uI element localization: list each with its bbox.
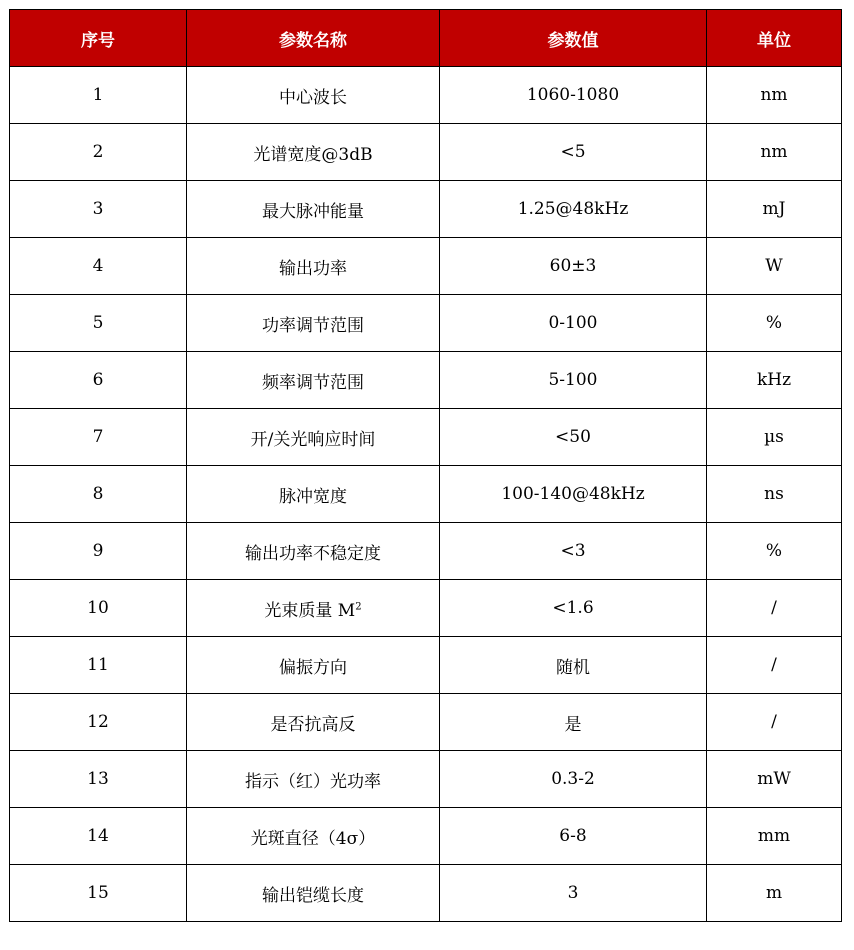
table-row: [10, 409, 842, 466]
header-param-value: 参数值: [440, 10, 707, 67]
table-row: [10, 580, 842, 637]
table-row: [10, 637, 842, 694]
cell-param-name: 功率调节范围: [187, 295, 440, 352]
cell-unit: %: [707, 523, 842, 580]
cell-param-value: 6-8: [440, 808, 707, 865]
param-name-text: 光束质量 M: [264, 600, 356, 621]
superscript-2: 2: [355, 600, 362, 612]
cell-param-name: 脉冲宽度: [187, 466, 440, 523]
cell-param-value: 0-100: [440, 295, 707, 352]
cell-unit: /: [707, 694, 842, 751]
cell-no: 14: [10, 808, 187, 865]
cell-param-value: <50: [440, 409, 707, 466]
cell-no: 13: [10, 751, 187, 808]
cell-param-value: 1060-1080: [440, 67, 707, 124]
cell-param-value: 5-100: [440, 352, 707, 409]
cell-param-name: 光斑直径（4σ）: [187, 808, 440, 865]
cell-unit: /: [707, 580, 842, 637]
cell-unit: nm: [707, 67, 842, 124]
cell-no: 9: [10, 523, 187, 580]
cell-unit: /: [707, 637, 842, 694]
cell-param-name: 指示（红）光功率: [187, 751, 440, 808]
cell-param-value: 1.25@48kHz: [440, 181, 707, 238]
cell-unit: mm: [707, 808, 842, 865]
table-row: [10, 808, 842, 865]
cell-no: 10: [10, 580, 187, 637]
table-row: [10, 523, 842, 580]
cell-param-value: 60±3: [440, 238, 707, 295]
cell-unit: mJ: [707, 181, 842, 238]
table-row: [10, 466, 842, 523]
table-row: [10, 694, 842, 751]
cell-no: 8: [10, 466, 187, 523]
cell-param-value: <5: [440, 124, 707, 181]
cell-param-name: 中心波长: [187, 67, 440, 124]
header-param-name: 参数名称: [187, 10, 440, 67]
cell-no: 15: [10, 865, 187, 922]
cell-param-value: 随机: [440, 637, 707, 694]
cell-no: 2: [10, 124, 187, 181]
table-header: [10, 10, 842, 67]
table-row: [10, 124, 842, 181]
cell-no: 6: [10, 352, 187, 409]
table-row: [10, 352, 842, 409]
cell-unit: kHz: [707, 352, 842, 409]
cell-param-name: 输出功率: [187, 238, 440, 295]
cell-unit: W: [707, 238, 842, 295]
cell-param-name: 最大脉冲能量: [187, 181, 440, 238]
cell-no: 4: [10, 238, 187, 295]
cell-param-name: 偏振方向: [187, 637, 440, 694]
cell-param-name: 输出功率不稳定度: [187, 523, 440, 580]
cell-no: 5: [10, 295, 187, 352]
cell-no: 3: [10, 181, 187, 238]
cell-param-name: 输出铠缆长度: [187, 865, 440, 922]
cell-param-name: 光谱宽度@3dB: [187, 124, 440, 181]
cell-unit: mW: [707, 751, 842, 808]
cell-no: 7: [10, 409, 187, 466]
table-row: [10, 67, 842, 124]
cell-unit: nm: [707, 124, 842, 181]
header-row: [10, 10, 842, 67]
cell-param-value: 是: [440, 694, 707, 751]
cell-no: 11: [10, 637, 187, 694]
header-no: 序号: [10, 10, 187, 67]
spec-table: [9, 9, 842, 922]
cell-param-value: 100-140@48kHz: [440, 466, 707, 523]
table-row: [10, 181, 842, 238]
cell-unit: %: [707, 295, 842, 352]
header-unit: 单位: [707, 10, 842, 67]
table-row: [10, 238, 842, 295]
table-body: [10, 67, 842, 922]
cell-param-value: <3: [440, 523, 707, 580]
cell-param-value: 0.3-2: [440, 751, 707, 808]
cell-no: 12: [10, 694, 187, 751]
table-row: [10, 751, 842, 808]
cell-unit: m: [707, 865, 842, 922]
cell-param-name: 是否抗高反: [187, 694, 440, 751]
cell-unit: ns: [707, 466, 842, 523]
cell-param-value: <1.6: [440, 580, 707, 637]
cell-param-name: [187, 580, 440, 637]
cell-param-name: 频率调节范围: [187, 352, 440, 409]
cell-no: 1: [10, 67, 187, 124]
table-row: [10, 865, 842, 922]
table-row: [10, 295, 842, 352]
cell-param-value: 3: [440, 865, 707, 922]
cell-unit: µs: [707, 409, 842, 466]
cell-param-name: 开/关光响应时间: [187, 409, 440, 466]
